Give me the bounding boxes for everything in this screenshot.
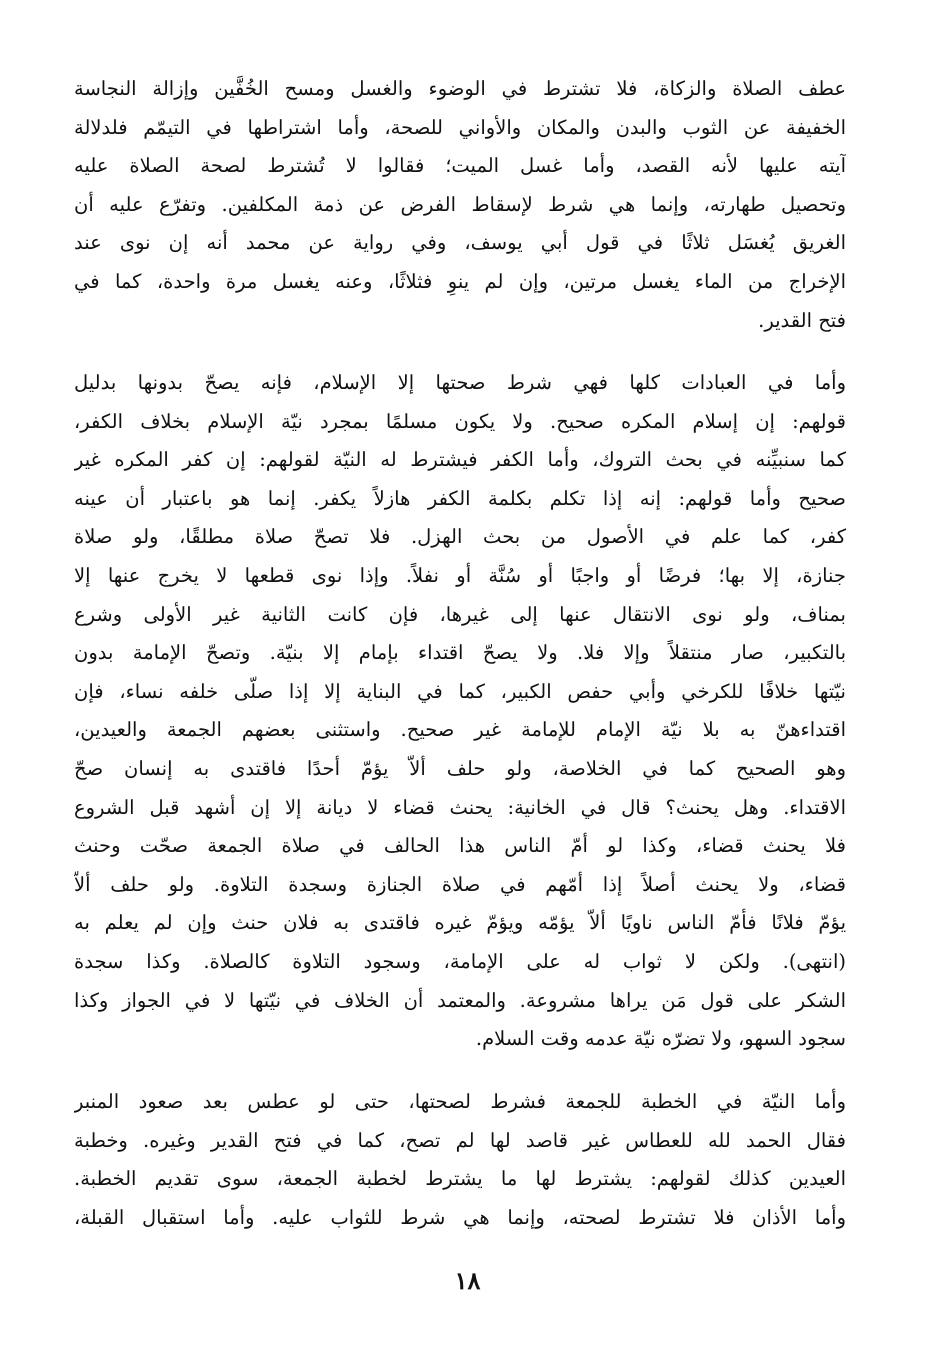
text-line: (انتهى). ولكن لا ثواب له على الإمامة، وسجود التلاوة كالصلاة. وكذا سجدة xyxy=(74,949,846,973)
text-line: فقال الحمد لله للعطاس غير قاصد لها لم تصح، كما في فتح القدير وغيره. وخطبة xyxy=(74,1128,846,1152)
text-line: جنازة، إلا بها؛ فرضًا أو واجبًا أو سُنَّة أو نفلاً. وإذا نوى قطعها لا يخرج عنها إلا xyxy=(74,563,846,587)
text-line: عطف الصلاة والزكاة، فلا تشترط في الوضوء والغسل ومسح الخُفَّين وإزالة النجاسة xyxy=(74,77,846,100)
text-line: وأما النيّة في الخطبة للجمعة فشرط لصحتها، حتى لو عطس بعد صعود المنبر xyxy=(74,1090,846,1113)
text-line: الشكر على قول مَن يراها مشروعة. والمعتمد أن الخلاف في نيّتها لا في الجواز وكذا xyxy=(74,988,846,1012)
text-line: سجود السهو، ولا تضرّه نيّة عدمه وقت السلام. xyxy=(475,1027,846,1051)
text-line: وأما الأذان فلا تشترط لصحته، وإنما هي شرط للثواب عليه. وأما استقبال القبلة، xyxy=(74,1205,846,1229)
text-line: كما سنبيِّنه في بحث التروك، وأما الكفر فيشترط له النيّة لقولهم: إن كفر المكره غير xyxy=(74,448,846,472)
text-line: العيدين كذلك لقولهم: يشترط لها ما يشترط لخطبة الجمعة، سوى تقديم الخطبة. xyxy=(74,1167,846,1191)
text-line: يؤمّ فلانًا فأمّ الناس ناويًا ألاّ يؤمّه ويؤمّ غيره فاقتدى به فلان حنث وإن لم يعلم به xyxy=(74,911,846,935)
text-line: كفر، كما علم في الأصول من بحث الهزل. فلا تصحّ صلاة مطلقًا، ولو صلاة xyxy=(74,525,846,549)
text-line: وهو الصحيح كما في الخلاصة، ولو حلف ألاّ يؤمّ أحدًا فاقتدى به إنسان صحّ xyxy=(74,756,846,780)
text-line: الاقتداء. وهل يحنث؟ قال في الخانية: يحنث قضاء لا ديانة إلا إن أشهد قبل الشروع xyxy=(74,795,846,819)
page-number: ١٨ xyxy=(454,1266,481,1295)
text-line: فلا يحنث قضاء، وكذا لو أمّ الناس هذا الحالف في صلاة الجمعة صحّت وحنث xyxy=(74,834,846,858)
text-line: آيته عليها لأنه القصد، وأما غسل الميت؛ فقالوا لا تُشترط لصحة الصلاة عليه xyxy=(74,154,846,178)
text-line: فتح القدير. xyxy=(758,308,846,332)
text-line: بالتكبير، صار منتقلاً وإلا فلا. ولا يصحّ اقتداء بإمام إلا بنيّة. وتصحّ الإمامة بدون xyxy=(74,641,846,665)
text-line: نيّتها خلافًا للكرخي وأبي حفص الكبير، كما في البناية إلا إذا صلّى خلفه نساء، فإن xyxy=(74,679,846,703)
text-line: قضاء، ولا يحنث أصلاً إذا أمّهم في صلاة الجنازة وسجدة التلاوة. ولو حلف ألاّ xyxy=(74,872,846,896)
paragraph-3 xyxy=(74,1083,846,1237)
text-line: اقتداءهنّ به بلا نيّة الإمام للإمامة غير صحيح. واستثنى بعضهم الجمعة والعيدين، xyxy=(74,718,846,742)
text-line: الخفيفة عن الثوب والبدن والمكان والأواني للصحة، وأما اشتراطها في التيمّم فلدلالة xyxy=(74,115,846,139)
text-line: قولهم: إن إسلام المكره صحيح. ولا يكون مسلمًا بمجرد نيّة الإسلام بخلاف الكفر، xyxy=(74,409,846,433)
paragraph-1 xyxy=(74,70,846,340)
text-line: الإخراج من الماء يغسل مرتين، وإن لم ينوِ فثلاثًا، وعنه يغسل مرة واحدة، كما في xyxy=(74,269,846,293)
text-line: الغريق يُغسَل ثلاثًا في قول أبي يوسف، وفي رواية عن محمد أنه إن نوى عند xyxy=(74,231,846,255)
text-line: وتحصيل طهارته، وإنما هي شرط لإسقاط الفرض عن ذمة المكلفين. وتفرّع عليه أن xyxy=(74,192,846,216)
paragraph-2 xyxy=(74,364,846,1059)
text-line: وأما في العبادات كلها فهي شرط صحتها إلا الإسلام، فإنه يصحّ بدونها بدليل xyxy=(74,371,846,394)
text-line: بمناف، ولو نوى الانتقال عنها إلى غيرها، فإن كانت الثانية غير الأولى وشرع xyxy=(74,602,846,626)
text-line: صحيح وأما قولهم: إنه إذا تكلم بكلمة الكفر هازلاً يكفر. إنما هو باعتبار أن عينه xyxy=(74,486,846,510)
